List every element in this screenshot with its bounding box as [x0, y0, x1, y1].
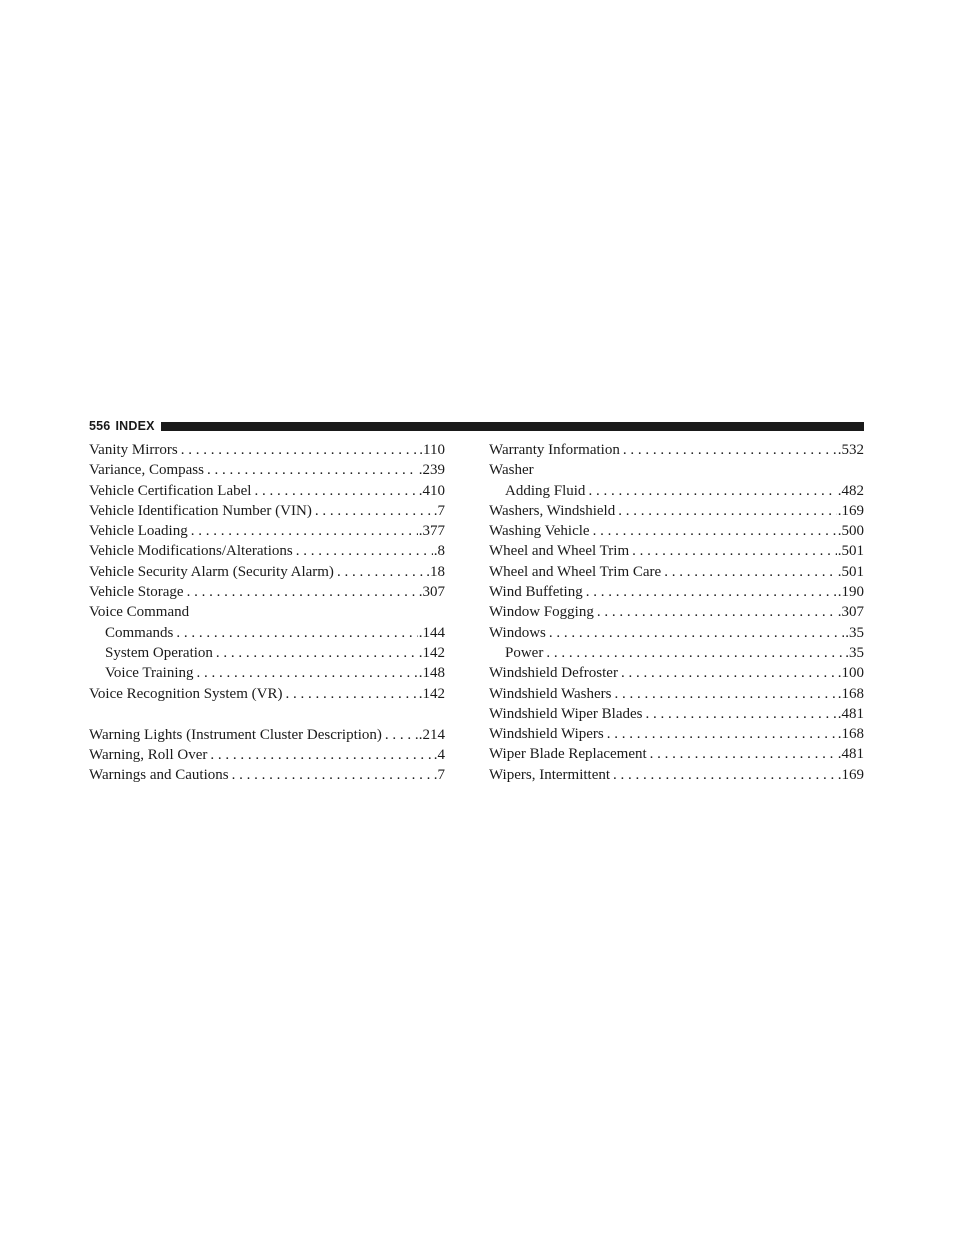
index-entry [489, 503, 864, 523]
leader-dots [173, 625, 417, 642]
index-entry [489, 523, 864, 543]
index-term: Warning Lights (Instrument Cluster Description) [89, 726, 382, 743]
leader-dots [184, 584, 418, 601]
leader-dots [610, 767, 837, 784]
leader-dots [188, 523, 418, 540]
index-page-ref: .142 [418, 644, 445, 661]
leader-dots [213, 645, 418, 662]
leader-dots [282, 686, 417, 703]
leader-dots [382, 727, 418, 744]
index-subentry [89, 645, 445, 665]
index-entry [89, 523, 445, 543]
index-subentry [489, 483, 864, 503]
index-term: Voice Recognition System (VR) [89, 685, 283, 702]
leader-dots [618, 665, 837, 682]
index-term: Wiper Blade Replacement [489, 746, 647, 763]
index-page-ref: .532 [837, 442, 864, 458]
index-entry [89, 543, 445, 563]
index-page-ref: .410 [418, 482, 445, 499]
index-entry [89, 747, 445, 767]
leader-dots [229, 767, 433, 784]
index-term: Warranty Information [489, 442, 620, 458]
index-entry [89, 767, 445, 787]
index-term: Windshield Washers [489, 685, 612, 702]
index-term: Vehicle Storage [89, 584, 184, 601]
header-rule [161, 422, 864, 431]
index-entry [489, 726, 864, 746]
index-term: Windshield Wiper Blades [489, 705, 643, 722]
index-term: Vehicle Security Alarm (Security Alarm) [89, 563, 334, 580]
index-page-ref: .169 [837, 502, 864, 519]
leader-dots [178, 442, 419, 459]
leader-dots [543, 645, 844, 662]
leader-dots [207, 747, 432, 764]
index-page-ref: .239 [418, 462, 445, 479]
index-page-ref: .481 [837, 746, 864, 763]
index-page-ref: .35 [845, 624, 864, 641]
index-page-ref: .7 [433, 767, 445, 784]
index-page-ref: .501 [837, 563, 864, 580]
leader-dots [251, 483, 417, 500]
index-term: Vanity Mirrors [89, 442, 178, 458]
index-term: Voice Training [105, 665, 194, 682]
index-page-ref: .377 [418, 523, 445, 540]
index-term: Windows [489, 624, 546, 641]
index-page-ref: .142 [418, 685, 445, 702]
index-entry [489, 442, 864, 462]
leader-dots [585, 483, 836, 500]
index-entry [489, 564, 864, 584]
index-page-ref: .501 [837, 543, 864, 560]
index-term: Wipers, Intermittent [489, 766, 611, 783]
index-term: Window Fogging [489, 604, 594, 621]
page-number: 556 [89, 419, 111, 433]
index-term: Washer [489, 462, 534, 479]
leader-dots [193, 665, 417, 682]
index-subentry [89, 625, 445, 645]
index-column-right [489, 442, 864, 787]
index-entry [89, 727, 445, 747]
index-term: Variance, Compass [89, 462, 204, 479]
index-page-ref: .307 [418, 584, 445, 601]
index-term: Vehicle Loading [89, 523, 188, 540]
index-entry [89, 462, 445, 482]
leader-dots [546, 625, 844, 642]
index-term: Vehicle Modifications/Alterations [89, 543, 293, 560]
index-term: Vehicle Certification Label [89, 482, 252, 499]
index-page-ref: .500 [837, 523, 864, 540]
index-entry [489, 706, 864, 726]
leader-dots [204, 462, 418, 479]
index-term: Adding Fluid [505, 482, 586, 499]
index-entry [89, 442, 445, 462]
index-page-ref: .168 [837, 726, 864, 743]
index-entry [489, 625, 864, 645]
index-entry [489, 686, 864, 706]
leader-dots [594, 604, 837, 621]
index-entry [489, 604, 864, 624]
index-page-ref: .18 [426, 563, 445, 580]
index-page-ref: .8 [433, 543, 445, 560]
leader-dots [615, 503, 837, 520]
leader-dots [293, 543, 433, 560]
index-term: Warning, Roll Over [89, 747, 208, 764]
index-entry [489, 665, 864, 685]
index-term: Warnings and Cautions [89, 767, 229, 784]
index-heading [489, 462, 864, 482]
index-subentry [89, 665, 445, 685]
leader-dots [620, 442, 837, 459]
index-term: Voice Command [89, 604, 190, 621]
index-page-ref: .148 [418, 665, 445, 682]
index-page-ref: .481 [837, 705, 864, 722]
leader-dots [629, 543, 837, 560]
index-term: Power [505, 644, 544, 661]
leader-dots [312, 503, 433, 520]
leader-dots [604, 726, 837, 743]
leader-dots [643, 706, 837, 723]
index-term: Washers, Windshield [489, 502, 616, 519]
index-entry [89, 483, 445, 503]
index-page-ref: .110 [419, 442, 445, 458]
index-entry [89, 564, 445, 584]
index-column-left [89, 442, 445, 788]
index-heading [89, 604, 445, 624]
index-term: Windshield Wipers [489, 726, 604, 743]
index-subentry [489, 645, 864, 665]
index-term: Wheel and Wheel Trim Care [489, 563, 662, 580]
index-page-ref: .214 [418, 726, 445, 743]
index-page-ref: .169 [837, 766, 864, 783]
index-entry [489, 767, 864, 787]
leader-dots [583, 584, 837, 601]
index-term: Washing Vehicle [489, 523, 590, 540]
index-term: System Operation [105, 644, 213, 661]
index-page-ref: .307 [837, 604, 864, 621]
leader-dots [647, 746, 837, 763]
index-entry [89, 686, 445, 706]
leader-dots [661, 564, 837, 581]
leader-dots [611, 686, 836, 703]
index-page-ref: .190 [837, 584, 864, 601]
index-term: Commands [105, 624, 174, 641]
index-entry [489, 746, 864, 766]
index-term: Vehicle Identification Number (VIN) [89, 502, 312, 519]
page-header [89, 419, 864, 433]
index-term: Wheel and Wheel Trim [489, 543, 630, 560]
index-term: Wind Buffeting [489, 584, 583, 601]
section-title: INDEX [115, 419, 155, 433]
index-page-ref: .7 [433, 502, 445, 519]
index-entry [489, 584, 864, 604]
index-entry [489, 543, 864, 563]
index-page-ref: .144 [418, 624, 445, 641]
index-page-ref: .35 [845, 644, 864, 661]
index-page-ref: .100 [837, 665, 864, 682]
index-page-ref: .168 [837, 685, 864, 702]
index-term: Windshield Defroster [489, 665, 618, 682]
index-page-ref: .4 [433, 747, 445, 764]
leader-dots [334, 564, 425, 581]
leader-dots [590, 523, 837, 540]
index-entry [89, 584, 445, 604]
index-page-ref: .482 [837, 482, 864, 499]
index-entry [89, 503, 445, 523]
